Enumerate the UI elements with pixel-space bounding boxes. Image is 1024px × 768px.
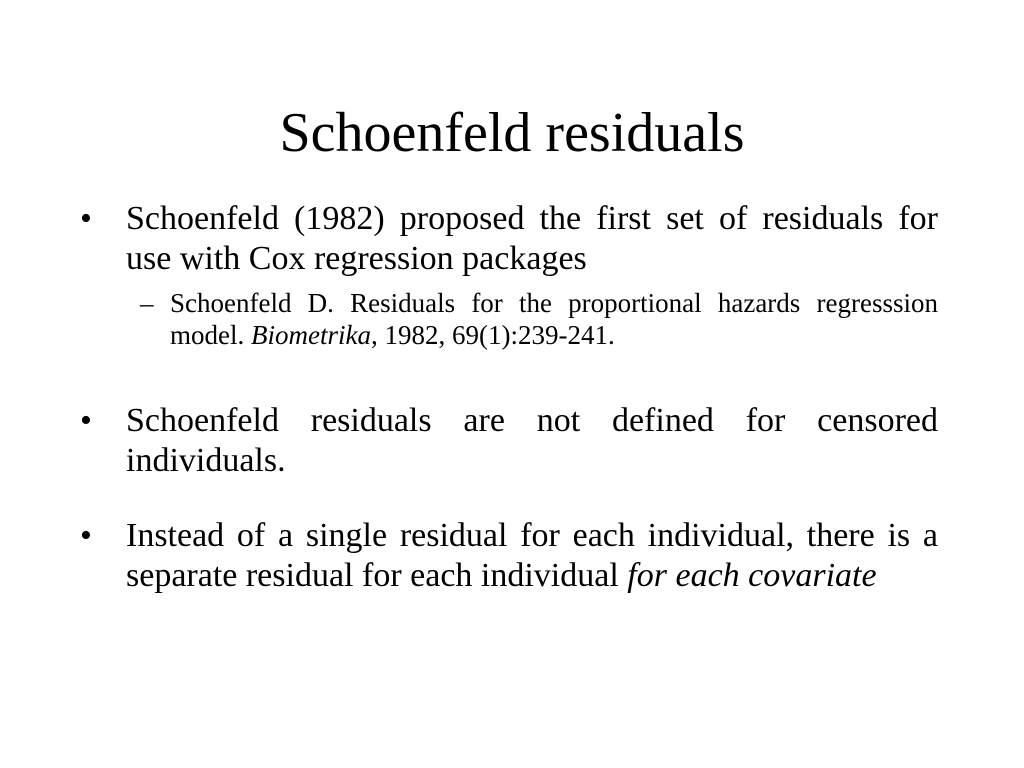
sub-bullet-item-1 bbox=[126, 287, 938, 351]
bullet-item-1 bbox=[80, 199, 938, 279]
bullet-marker: • bbox=[80, 200, 92, 237]
bullet-marker: • bbox=[80, 517, 92, 554]
bullet-marker: • bbox=[80, 402, 92, 439]
sub-bullet-text-1 bbox=[170, 287, 938, 351]
bullet-text-3 bbox=[126, 516, 938, 596]
bullet-item-3 bbox=[80, 516, 938, 596]
citation-journal: Biometrika bbox=[251, 320, 371, 350]
slide-title: Schoenfeld residuals bbox=[279, 102, 745, 164]
citation-text: Schoenfeld D. Residuals for the proportional hazards regresssion model. bbox=[170, 288, 938, 350]
sub-bullet-marker: – bbox=[140, 288, 154, 318]
bullet-item-2 bbox=[80, 401, 938, 481]
bullet-text-2: Schoenfeld residuals are not defined for censored individuals. bbox=[126, 402, 938, 479]
bullet-text-3-main: Instead of a single residual for each individual, there is a separate residual for each individual bbox=[126, 517, 938, 594]
bullet-text-3-emphasis: for each covariate bbox=[627, 557, 877, 594]
citation-details: , 1982, 69(1):239-241. bbox=[370, 320, 615, 350]
bullet-text-1: Schoenfeld (1982) proposed the first set of residuals for use with Cox regression packages bbox=[126, 200, 938, 277]
